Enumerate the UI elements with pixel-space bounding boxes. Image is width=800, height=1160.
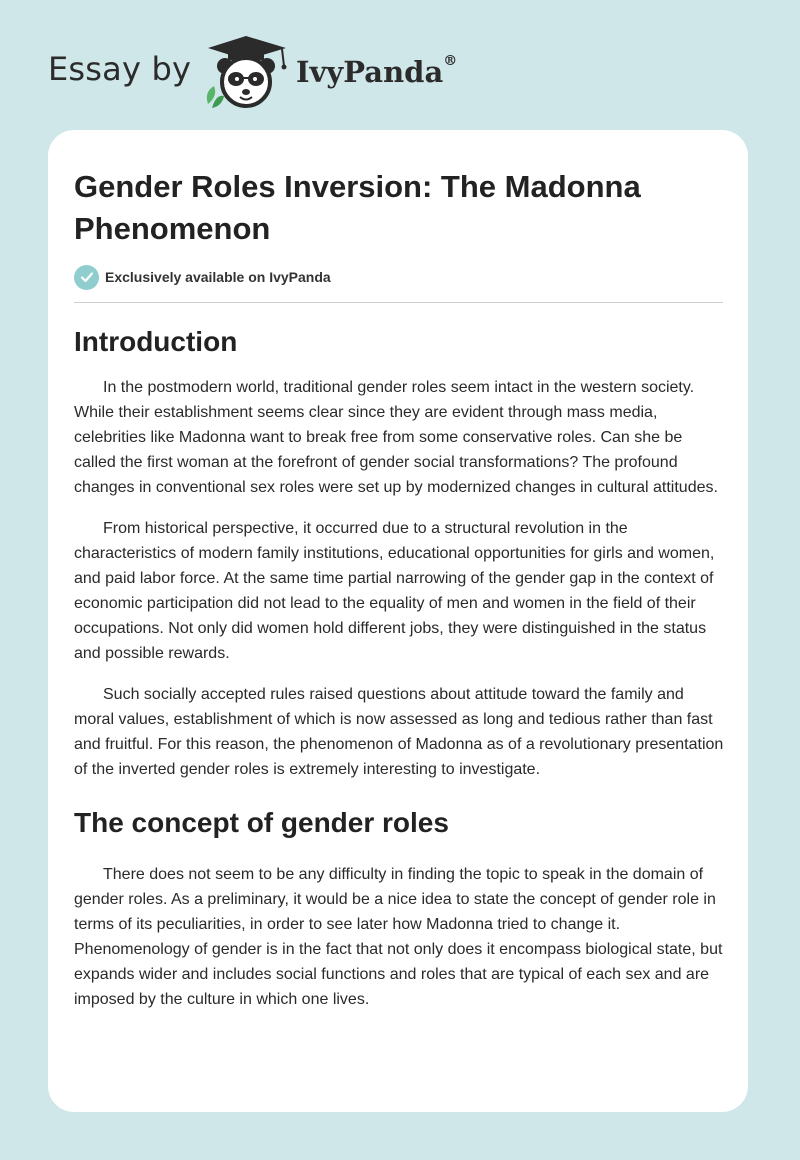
brand-text: IvyPanda: [296, 55, 444, 89]
exclusive-label: Exclusively available on IvyPanda: [105, 269, 331, 285]
site-header: [0, 0, 800, 120]
section-heading: Introduction: [74, 326, 238, 357]
brand-name: [296, 55, 457, 89]
panda-logo-icon: [198, 34, 294, 110]
essay-card: [48, 130, 748, 1112]
paragraph: Such socially accepted rules raised questions about attitude toward the family and moral values, establishment of which is now assessed as long and tedious rather than fast and fruitful. For this reason, the phenomenon of Madonna as of a revolutionary presentation of the inverted gender roles is extremely interesting to investigate.: [74, 686, 724, 778]
paragraph: From historical perspective, it occurred due to a structural revolution in the characteristics of modern family institutions, educational opportunities for girls and women, and paid labor force. At the same time partial narrowing of the gender gap in the context of economic participation did not lead to the equality of men and women in the field of their occupations. Not only did women hold different jobs, they were distinguished in the status and possible rewards.: [74, 520, 715, 662]
registered-mark: ®: [443, 53, 458, 69]
section-heading: The concept of gender roles: [74, 807, 449, 838]
paragraph: In the postmodern world, traditional gender roles seem intact in the western society. While their establishment seems clear since they are evident through mass media, celebrities like Madonna want to break free from some conservative roles. Can she be called the first woman at the forefront of gender social transformations? The profound changes in conventional sex roles were set up by modernized changes in cultural attitudes.: [74, 379, 718, 496]
paragraph: There does not seem to be any difficulty in finding the topic to speak in the domain of gender roles. As a preliminary, it would be a nice idea to state the concept of gender role in terms of its peculiarities, in order to see later how Madonna tried to change it. Phenomenology of gender is in the fact that not only does it encompass biological state, but expands wider and includes social functions and roles that are typical of each sex and are imposed by the culture in which one lives.: [74, 866, 723, 1008]
exclusive-badge: [74, 264, 331, 290]
page-title: Gender Roles Inversion: The Madonna Phenomenon: [74, 169, 641, 246]
divider: [74, 302, 723, 303]
article-body: [74, 322, 724, 1028]
check-icon: [74, 265, 99, 290]
essay-by-label: Essay by: [48, 50, 192, 88]
